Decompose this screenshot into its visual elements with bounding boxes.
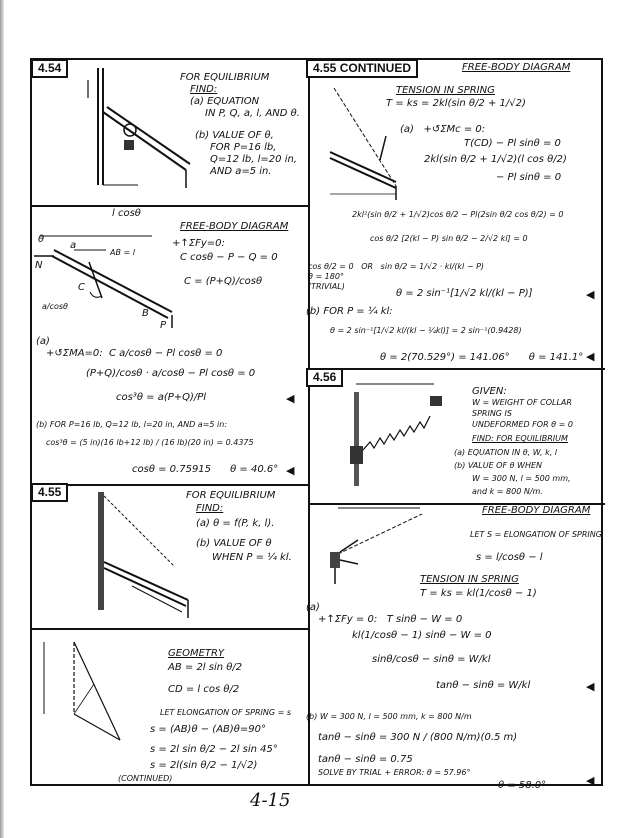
figure-455 (78, 488, 208, 623)
455c-sol-b: (b) FOR P = ¼ kl: (306, 306, 393, 317)
455-geom-s3: s = 2l(sin θ/2 − 1/√2) (150, 760, 258, 771)
455-for-equilibrium: FOR EQUILIBRIUM (186, 490, 276, 501)
455-geom-s1: s = (AB)θ − (AB)θ=90° (150, 724, 267, 735)
454-result-arrow-b: ◀ (286, 464, 295, 477)
454-find-b-a: AND a=5 in. (210, 166, 272, 177)
456-result-arrow-b: ◀ (586, 774, 595, 787)
454-sol-b-result: cosθ = 0.75915 θ = 40.6° (132, 464, 279, 475)
454-diag-a: a (70, 240, 77, 251)
divider-455-geometry (32, 628, 308, 630)
456-let-s: LET S = ELONGATION OF SPRING (470, 530, 602, 539)
454-find-b-p: FOR P=16 lb, (210, 142, 277, 153)
456-given-undeformed: UNDEFORMED FOR θ = 0 (472, 420, 573, 429)
456-given-w: W = WEIGHT OF COLLAR (472, 398, 572, 407)
center-divider (308, 60, 310, 784)
456-sol-b-result: θ = 58.0° (498, 780, 547, 791)
456-find-b-w: W = 300 N, l = 500 mm, (472, 474, 571, 483)
455-find-b-when: WHEN P = ¼ kl. (212, 552, 292, 563)
454-fbd-sumfy: +↑ΣFy=0: (172, 238, 225, 249)
455-geom-ab: AB = 2l sin θ/2 (168, 662, 243, 673)
455c-line3: − Pl sinθ = 0 (496, 172, 562, 183)
454-sol-b-calc: cos³θ = (5 in)(16 lb+12 lb) / (16 lb)(20 in) = 0.4375 (46, 438, 254, 447)
problem-label-455: 4.55 (31, 483, 68, 502)
456-sol-a-1: kl(1/cosθ − 1) sinθ − W = 0 (352, 630, 492, 641)
456-given: GIVEN: (472, 386, 507, 397)
456-sol-b-trial: SOLVE BY TRIAL + ERROR: θ = 57.96° (318, 768, 471, 777)
454-fbd-eq1: C cosθ − P − Q = 0 (180, 252, 278, 263)
455c-line6: cos θ/2 = 0 OR sin θ/2 = 1/√2 · kl/(kl − P) (308, 262, 485, 271)
455c-line4: 2kl²(sin θ/2 + 1/√2)cos θ/2 − Pl(2sin θ/2 cos θ/2) = 0 (352, 210, 564, 219)
geometry-figure-455 (34, 632, 144, 772)
456-s-eq: s = l/cosθ − l (476, 552, 543, 563)
456-sol-a-result: tanθ − sinθ = W/kl (436, 680, 531, 691)
454-for-equilibrium: FOR EQUILIBRIUM (180, 72, 270, 83)
455c-line5: cos θ/2 [2(kl − P) sin θ/2 − 2/√2 kl] = 0 (370, 234, 528, 243)
454-diag-acos: a/cosθ (42, 302, 68, 311)
456-find-a: (a) EQUATION IN θ, W, k, l (454, 448, 558, 457)
454-diag-c: C (78, 282, 85, 293)
455c-line2: 2kl(sin θ/2 + 1/√2)(l cos θ/2) (424, 154, 567, 165)
455-find: FIND: (196, 503, 224, 514)
455c-sol-b-calc: θ = 2 sin⁻¹[1/√2 kl/(kl − ¼kl)] = 2 sin⁻¹(0.9428) (330, 326, 522, 335)
figure-454 (60, 60, 200, 195)
455-geom-s2: s = 2l sin θ/2 − 2l sin 45° (150, 744, 278, 755)
454-fbd-eq2: C = (P+Q)/cosθ (184, 276, 263, 287)
456-sol-b-eq: tanθ − sinθ = 300 N / (800 N/m)(0.5 m) (318, 732, 518, 743)
divider-455 (32, 484, 308, 486)
455c-result-arrow-a: ◀ (586, 288, 595, 301)
454-diag-theta: θ (38, 234, 45, 245)
455-find-b: (b) VALUE OF θ (196, 538, 272, 549)
456-sol-a-2: sinθ/cosθ − sinθ = W/kl (372, 654, 491, 665)
figure-456 (330, 378, 460, 490)
454-diag-b: B (142, 308, 149, 319)
456-given-spring: SPRING IS (472, 409, 512, 418)
454-find: FIND: (190, 84, 218, 95)
454-find-b: (b) VALUE OF θ, (195, 130, 274, 141)
problem-label-454: 4.54 (31, 59, 68, 78)
problem-label-455-continued: 4.55 CONTINUED (306, 59, 418, 78)
456-find: FIND: FOR EQUILIBRIUM (472, 434, 568, 443)
page-number: 4-15 (250, 790, 291, 811)
454-diag-p: P (160, 320, 167, 331)
454-sol-b-given: (b) FOR P=16 lb, Q=12 lb, l=20 in, AND a=5 in: (36, 420, 228, 429)
divider-456 (308, 368, 605, 370)
455c-trivial: (TRIVIAL) (308, 282, 345, 291)
454-diag-n: N (35, 260, 43, 271)
454-sol-a-result: cos³θ = a(P+Q)/Pl (116, 392, 207, 403)
455c-result-arrow-b: ◀ (586, 350, 595, 363)
455c-result-a: θ = 2 sin⁻¹[1/√2 kl/(kl − P)] (396, 288, 533, 299)
454-diag-lcos: l cosθ (112, 208, 141, 219)
454-sol-a-sub: (P+Q)/cosθ · a/cosθ − Pl cosθ = 0 (86, 368, 256, 379)
455c-theta-180: θ = 180° (308, 272, 344, 281)
454-find-b-q: Q=12 lb, l=20 in, (210, 154, 297, 165)
455c-sol-b-result: θ = 2(70.529°) = 141.06° θ = 141.1° (380, 352, 584, 363)
456-result-arrow-a: ◀ (586, 680, 595, 693)
454-result-arrow-a: ◀ (286, 392, 295, 405)
454-sol-a-label: (a) (36, 336, 50, 347)
456-sol-a-label: (a) (306, 602, 320, 613)
455c-tension-title: TENSION IN SPRING (396, 85, 495, 96)
455-geom-let: LET ELONGATION OF SPRING = s (160, 708, 292, 717)
455-find-a: (a) θ = f(P, k, l). (196, 518, 275, 529)
455-geometry-title: GEOMETRY (168, 648, 225, 659)
454-fbd-title: FREE-BODY DIAGRAM (180, 221, 289, 232)
456-find-b-k: and k = 800 N/m. (472, 487, 543, 496)
455c-fbd-title: FREE-BODY DIAGRAM (462, 62, 571, 73)
456-find-b: (b) VALUE OF θ WHEN (454, 461, 543, 470)
456-sol-b-val: tanθ − sinθ = 0.75 (318, 754, 413, 765)
454-find-a-vars: IN P, Q, a, l, AND θ. (205, 108, 300, 119)
456-fbd-title: FREE-BODY DIAGRAM (482, 505, 591, 516)
problem-label-456: 4.56 (306, 368, 343, 387)
454-find-a: (a) EQUATION (190, 96, 260, 107)
456-tension-title: TENSION IN SPRING (420, 574, 519, 585)
scan-edge (0, 0, 4, 838)
divider-454-fbd (32, 205, 308, 207)
456-sum-fy: +↑ΣFy = 0: T sinθ − W = 0 (318, 614, 463, 625)
455-continued: (CONTINUED) (118, 774, 173, 783)
454-sol-a-moment: +↺ΣMA=0: C a/cosθ − Pl cosθ = 0 (46, 348, 223, 359)
455c-tension-eq: T = ks = 2kl(sin θ/2 + 1/√2) (386, 98, 526, 109)
456-sol-b-given: (b) W = 300 N, l = 500 mm, k = 800 N/m (306, 712, 472, 721)
455c-line1: T(CD) − Pl sinθ = 0 (464, 138, 561, 149)
455c-sum-mc: (a) +↺ΣMc = 0: (400, 124, 486, 135)
fbd-454 (32, 220, 182, 330)
455-geom-cd: CD = l cos θ/2 (168, 684, 240, 695)
454-diag-ab: AB = l (110, 248, 135, 257)
456-tension-eq: T = ks = kl(1/cosθ − 1) (420, 588, 537, 599)
